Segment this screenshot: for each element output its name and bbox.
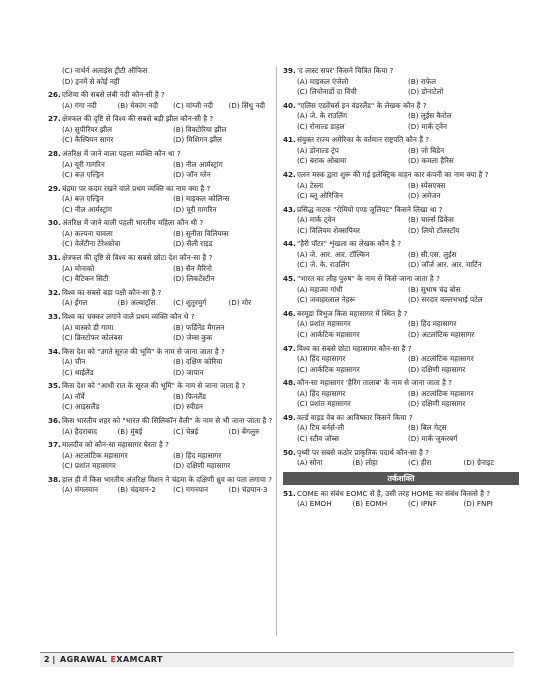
question-q48 — [283, 378, 519, 410]
answer-option: (C) वेलेंटीना टेरेश्कोवा — [62, 239, 121, 249]
answer-option: (D) जेम्स कुक — [173, 333, 213, 342]
question-number: 35. — [48, 381, 61, 391]
page-footer — [40, 652, 514, 667]
option-list — [48, 194, 284, 215]
answer-option: (B) नील आर्मस्ट्रांग — [173, 159, 223, 169]
left-column — [48, 66, 284, 499]
question-number: 32. — [48, 287, 61, 297]
answer-option: (D) दक्षिणी महासागर — [173, 461, 231, 471]
answer-option: (B) चार्ल्स डिकेंस — [408, 215, 454, 225]
question-q37 — [48, 440, 284, 472]
answer-option: (D) मोर — [228, 298, 252, 308]
question-q30 — [48, 218, 284, 250]
question-number: 36. — [48, 416, 61, 426]
answer-option: (D) स्वीडन — [173, 402, 203, 412]
question-text: अंतरिक्ष में जाने वाली पहली भारतीय महिला कौन थी ? — [62, 218, 204, 228]
option-list — [48, 357, 284, 378]
answer-option: (C) बज़ एल्ड्रिन — [62, 170, 104, 180]
answer-option: (B) अल्बाट्रॉस — [117, 298, 156, 308]
answer-option: (C) ब्लू ओरिजिन — [297, 191, 343, 201]
answer-option: (B) सुभाष चंद्र बोस — [408, 284, 461, 294]
question-number: 42. — [283, 170, 296, 180]
question-text: हाल ही में किस भारतीय अंतरिक्ष मिशन ने चंद्रमा के दक्षिणी ध्रुव का पता लगाया ? — [62, 474, 273, 484]
question-q40 — [283, 101, 519, 133]
column-divider — [276, 66, 277, 636]
question-number: 49. — [283, 412, 296, 422]
question-head — [48, 347, 284, 358]
question-q35 — [48, 381, 284, 413]
question-q38 — [48, 475, 284, 496]
question-number: 28. — [48, 149, 61, 159]
option-list — [283, 319, 519, 340]
question-q51 — [283, 489, 519, 510]
question-q34 — [48, 347, 284, 379]
answer-option: (B) विक्टोरिया झील — [173, 124, 227, 134]
question-number: 33. — [48, 312, 61, 321]
option-list — [48, 392, 284, 413]
question-head — [283, 101, 519, 112]
question-head — [283, 205, 519, 216]
answer-option: (B) दक्षिण कोरिया — [173, 357, 223, 367]
answer-option: (A) टेस्ला — [297, 180, 323, 190]
question-text: प्रसिद्ध नाटक "रोमियो एण्ड जूलियट" किसने लिखा था ? — [297, 204, 443, 214]
answer-option: (B) हिंद महासागर — [173, 450, 222, 460]
question-text: एशिया की सबसे लंबी नदी कौन-सी है ? — [62, 90, 165, 100]
answer-option: (B) फर्डिनेंड मैगलन — [173, 322, 225, 332]
question-text: किस देश को "आधी रात के सूरज की भूमि" के नाम से जाना जाता है ? — [62, 381, 246, 391]
answer-option: (D) इनमें से कोई नहीं — [62, 76, 120, 86]
answer-option: (D) जॉर्ज आर. आर. मार्टिन — [408, 260, 482, 270]
answer-option: (D) लियो टॉलस्टॉय — [408, 225, 460, 235]
answer-option: (D) सिंधु नदी — [228, 100, 266, 110]
question-number: 37. — [48, 440, 61, 450]
question-text: किस भारतीय शहर को "भारत की सिलिकॉन वैली" के नाम से भी जाना जाता है ? — [62, 416, 273, 426]
option-list — [48, 485, 284, 496]
answer-option: (A) यूरी गागरिन — [62, 159, 105, 169]
question-text: अंतरिक्ष में जाने वाला पहला व्यक्ति कौन था ? — [62, 149, 181, 159]
option-list — [283, 181, 519, 202]
question-text: "भारत का लौह पुरुष" के नाम से किसे जाना जाता है ? — [297, 274, 440, 284]
answer-option: (D) मिशिगन झील — [173, 135, 222, 145]
answer-option: (B) लोहा — [352, 458, 378, 468]
answer-option: (B) स्पेसएक्स — [408, 180, 446, 190]
option-list — [48, 264, 284, 285]
question-number: 46. — [283, 308, 296, 318]
section-heading: तर्कशक्ति — [283, 472, 519, 485]
option-list — [283, 354, 519, 375]
answer-option: (D) सरदार वल्लभभाई पटेल — [408, 295, 483, 305]
question-head — [283, 413, 519, 424]
option-list — [48, 160, 284, 181]
answer-option: (B) राफेल — [408, 76, 437, 86]
right-column — [283, 66, 519, 513]
option-list — [283, 215, 519, 236]
answer-option: (C) रोनाल्ड डाहल — [297, 121, 345, 131]
answer-option: (B) लुईस कैरोल — [408, 111, 452, 121]
question-number: 27. — [48, 114, 61, 124]
answer-option: (A) वास्को डी गामा — [62, 322, 114, 332]
answer-option: (C) आर्कटिक महासागर — [297, 364, 360, 374]
question-text: पृथ्वी पर सबसे कठोर प्राकृतिक पदार्थ कौन-सा है ? — [297, 447, 429, 457]
question-q33 — [48, 312, 284, 344]
answer-option: (D) अटलांटिक महासागर — [408, 329, 475, 339]
question-text: एलन मस्क द्वारा शुरू की गई इलेक्ट्रिक वाहन कार कंपनी का नाम क्या है ? — [297, 170, 489, 180]
answer-option: (B) जो बिडेन — [408, 145, 445, 155]
question-text: "एलिस एडवेंचर्स इन वंडरलैंड" के लेखक कौन हैं ? — [297, 100, 427, 110]
option-list — [283, 250, 519, 271]
reasoning-questions — [283, 489, 519, 510]
answer-option: (D) डोनाटेलो — [408, 87, 444, 96]
answer-option: (C) चेन्नई — [173, 426, 199, 436]
answer-option: (D) दक्षिणी महासागर — [408, 399, 466, 409]
question-q42 — [283, 170, 519, 202]
answer-option: (C) विलियम शेक्सपियर — [297, 225, 360, 235]
answer-option: (D) दक्षिणी महासागर — [408, 364, 466, 374]
question-text: विश्व का चक्कर लगाने वाले प्रथम व्यक्ति कौन थे ? — [62, 312, 195, 321]
answer-option: (B) सैन मैरिनो — [173, 263, 212, 273]
question-q29 — [48, 184, 284, 216]
question-number: 26. — [48, 90, 61, 100]
answer-option: (C) लियोनार्डो दा विंची — [297, 87, 357, 96]
question-head — [48, 114, 284, 125]
question-q46 — [283, 309, 519, 341]
option-list — [48, 101, 284, 112]
question-number: 45. — [283, 274, 296, 284]
answer-option: (D) बेंगलुरु — [228, 426, 260, 436]
question-head — [48, 218, 284, 229]
answer-option: (A) EMOH — [297, 499, 332, 509]
question-head — [48, 288, 284, 299]
option-list — [48, 125, 284, 146]
question-q28 — [48, 149, 284, 181]
answer-option: (A) जे. के राउलिंग — [297, 111, 348, 121]
question-number: 50. — [283, 447, 296, 457]
question-number: 41. — [283, 135, 296, 145]
question-q50 — [283, 448, 519, 469]
option-list — [48, 298, 284, 309]
question-text: विश्व का सबसे बड़ा पक्षी कौन-सा है ? — [62, 287, 162, 297]
answer-option: (A) मंगलयान — [62, 485, 99, 495]
answer-option: (D) सैली राइड — [173, 239, 213, 249]
answer-option: (C) प्रशांत महासागर — [62, 461, 116, 471]
page-number: 2 | — [44, 655, 56, 664]
answer-option: (A) जे. आर. आर. टॉल्किन — [297, 249, 370, 259]
answer-option: (D) लिकटेंस्टीन — [173, 274, 215, 284]
answer-option: (C) जे. के. राउलिंग — [297, 260, 350, 270]
question-text: क्षेत्रफल की दृष्टि से विश्व की सबसे बड़ी झील कौन-सी है ? — [62, 114, 214, 124]
answer-option: (B) EOMH — [352, 499, 388, 509]
question-text: विश्व का सबसे छोटा महासागर कौन-सा है ? — [297, 343, 412, 353]
question-q49 — [283, 413, 519, 445]
answer-option: (D) मार्क जुकरबर्ग — [408, 433, 458, 443]
answer-option: (C) गगनयान — [173, 485, 209, 495]
question-head — [283, 239, 519, 250]
question-head — [48, 149, 284, 160]
question-text: बरमूडा त्रिभुज किस महासागर में स्थित है ? — [297, 308, 408, 318]
answer-option: (A) नॉर्वे — [62, 391, 85, 401]
option-list — [48, 66, 284, 87]
question-text: संयुक्त राज्य अमेरिका के वर्तमान राष्ट्रपति कौन हैं ? — [297, 135, 430, 145]
answer-option: (A) हिंद महासागर — [297, 388, 346, 398]
question-text: COME का संबंध EOMC से है, उसी तरह HOME का संबंध किससे है ? — [297, 488, 491, 498]
question-q41 — [283, 135, 519, 167]
question-text: मालदीव को कौन-सा महासागर घेरता है ? — [62, 440, 169, 450]
question-q31 — [48, 253, 284, 285]
answer-option: (A) महात्मा गांधी — [297, 284, 343, 294]
option-list — [283, 458, 519, 469]
question-text: किस देश को "उगते सूरज की भूमि" के नाम से जाना जाता है ? — [62, 346, 225, 356]
option-list — [283, 423, 519, 444]
question-head — [283, 274, 519, 285]
answer-option: (C) नील आर्मस्ट्रांग — [62, 204, 112, 214]
question-text: क्षेत्रफल की दृष्टि से विश्व का सबसे छोटा देश कौन-सा है ? — [62, 253, 213, 263]
answer-option: (A) मोनाको — [62, 263, 95, 273]
answer-option: (D) मार्क ट्वेन — [408, 121, 447, 131]
answer-option: (A) डोनाल्ड ट्रंप — [297, 145, 339, 155]
answer-option: (B) माइकल कोलिन्स — [173, 194, 230, 204]
question-head — [48, 381, 284, 392]
answer-option: (B) मेकांग नदी — [117, 100, 159, 110]
answer-option: (A) अटलांटिक महासागर — [62, 450, 128, 460]
question-head — [48, 440, 284, 451]
answer-option: (C) वैटिकन सिटी — [62, 274, 109, 284]
answer-option: (C) नार्थर्न अलाइंस ट्रीटी ऑफिस — [62, 66, 148, 75]
answer-option: (A) गंगा नदी — [62, 100, 97, 110]
brand-text-a: AGRAWAL — [60, 655, 111, 664]
question-number: 47. — [283, 343, 296, 353]
answer-option: (C) कैस्पियन सागर — [62, 135, 114, 145]
option-list — [48, 427, 284, 438]
brand-text-c: XAMCART — [116, 655, 163, 664]
question-text: "हैरी पॉटर" शृंखला का लेखक कौन है ? — [297, 239, 402, 249]
option-list — [283, 111, 519, 132]
question-q32 — [48, 288, 284, 309]
option-list — [48, 451, 284, 472]
question-q43 — [283, 205, 519, 237]
question-number: 48. — [283, 378, 296, 388]
question-number: 30. — [48, 218, 61, 228]
question-head — [283, 448, 519, 459]
question-head — [283, 309, 519, 320]
question-text: 'द लास्ट सपर' किसने चित्रित किया ? — [297, 66, 394, 75]
answer-option: (C) आइसलैंड — [62, 402, 100, 412]
option-list — [283, 285, 519, 306]
right-questions — [283, 66, 519, 469]
question-q36 — [48, 416, 284, 437]
question-number: 38. — [48, 474, 61, 484]
answer-option: (B) हिंद महासागर — [408, 319, 457, 329]
option-list — [283, 146, 519, 167]
answer-option: (D) FNPI — [463, 499, 493, 509]
answer-option: (A) प्रशांत महासागर — [297, 319, 351, 329]
answer-option: (D) चंद्रयान-3 — [228, 485, 268, 495]
question-q44 — [283, 239, 519, 271]
question-head — [48, 184, 284, 195]
answer-option: (C) स्टीव जॉब्स — [297, 433, 340, 443]
brand-logo — [60, 653, 163, 667]
question-q39 — [283, 66, 519, 98]
answer-option: (B) फिनलैंड — [173, 391, 206, 401]
answer-option: (B) मुंबई — [117, 426, 143, 436]
answer-option: (A) माइकल एंजेलो — [297, 76, 349, 86]
brand-text-b: E — [110, 655, 117, 664]
answer-option: (A) ईगल — [62, 298, 88, 308]
answer-option: (A) टिम बर्नर्स-ली — [297, 423, 345, 433]
question-number: 51. — [283, 488, 296, 498]
answer-option: (D) जॉन ग्लेन — [173, 170, 211, 180]
question-q47 — [283, 344, 519, 376]
question-head — [283, 489, 519, 500]
question-text: चंद्रमा पर कदम रखने वाले प्रथम व्यक्ति का नाम क्या है ? — [62, 183, 211, 193]
option-list — [48, 229, 284, 250]
answer-option: (C) थाईलैंड — [62, 367, 94, 377]
question-number: 29. — [48, 183, 61, 193]
answer-option: (C) क्रिस्टोफर कोलंबस — [62, 333, 123, 342]
option-list — [283, 77, 519, 98]
option-list — [283, 499, 519, 510]
answer-option: (B) बिल गेट्स — [408, 423, 447, 433]
question-number: 31. — [48, 253, 61, 263]
answer-option: (A) चीन — [62, 357, 86, 367]
option-list — [48, 323, 284, 344]
question-text: कौन-सा महासागर 'हैरिंग तालाब' के नाम से जाना जाता है ? — [297, 378, 452, 388]
option-list — [283, 389, 519, 410]
answer-option: (C) यांग्जी नदी — [173, 100, 214, 110]
question-text: वर्ल्ड वाइड वेब का आविष्कार किसने किया ? — [297, 412, 413, 422]
answer-option: (C) आर्कटिक महासागर — [297, 329, 360, 339]
answer-option: (A) हिंद महासागर — [297, 354, 346, 363]
question-number: 44. — [283, 239, 296, 249]
answer-option: (A) मार्क ट्वेन — [297, 215, 336, 225]
question-head — [283, 135, 519, 146]
question-number: 43. — [283, 204, 296, 214]
answer-option: (D) ग्रेनाइट — [463, 458, 494, 468]
question-head — [48, 90, 284, 101]
answer-option: (B) अटलांटिक महासागर — [408, 354, 474, 363]
answer-option: (B) अटलांटिक महासागर — [408, 388, 474, 398]
answer-option: (A) बज़ एल्ड्रिन — [62, 194, 104, 204]
answer-option: (D) यूरी गागरिन — [173, 204, 217, 214]
question-number: 34. — [48, 346, 61, 356]
question-q45 — [283, 274, 519, 306]
question-number: 40. — [283, 100, 296, 110]
question-number: 39. — [283, 66, 296, 75]
answer-option: (C) प्रशांत महासागर — [297, 399, 351, 409]
question-q26 — [48, 90, 284, 111]
answer-option: (A) हैदराबाद — [62, 426, 98, 436]
answer-option: (B) चंद्रयान-2 — [117, 485, 156, 495]
answer-option: (D) जापान — [173, 367, 204, 377]
question-head — [283, 344, 519, 355]
answer-option: (A) सुपीरियर झील — [62, 124, 112, 134]
question-head — [283, 66, 519, 77]
question-head — [283, 378, 519, 389]
question-head — [48, 253, 284, 264]
answer-option: (D) अमेजन — [408, 191, 441, 201]
answer-option: (C) जवाहरलाल नेहरू — [297, 295, 356, 305]
answer-option: (D) कमला हैरिस — [408, 156, 454, 166]
answer-option: (A) कल्पना चावला — [62, 228, 113, 238]
question-head — [48, 312, 284, 323]
answer-option: (C) IPNF — [408, 499, 437, 509]
question-head — [48, 416, 284, 427]
question-q27 — [48, 114, 284, 146]
answer-option: (C) बराक ओबामा — [297, 156, 347, 166]
answer-option: (B) सुनीता विलियम्स — [173, 228, 229, 238]
question-head — [48, 475, 284, 486]
answer-option: (B) सी.एस. लुईस — [408, 249, 457, 259]
question-head — [283, 170, 519, 181]
answer-option: (C) शुतुरमुर्ग — [173, 298, 207, 308]
answer-option: (C) हीरा — [408, 458, 432, 468]
question-q25c — [48, 66, 284, 87]
answer-option: (A) सोना — [297, 458, 323, 468]
